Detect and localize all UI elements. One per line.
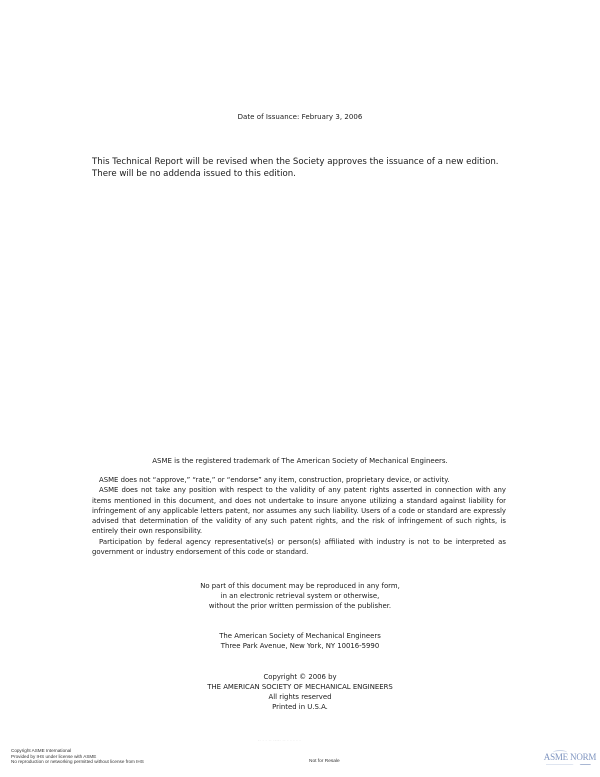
not-for-resale-label: Not for Resale: [309, 759, 340, 764]
disclaimer-block: [92, 475, 506, 557]
license-line: No reproduction or networking permitted without license from IHS: [11, 759, 144, 765]
reproduction-line: No part of this document may be reproduced in any form,: [200, 582, 400, 590]
date-of-issuance: Date of Issuance: February 3, 2006: [237, 113, 363, 121]
publisher-street: Three Park Avenue, New York, NY 10016-5990: [220, 642, 380, 650]
disclaimer-paragraph-patent: ASME does not take any position with respect to the validity of any patent rights asserted in connection with any items mentioned in this document, and does not undertake to insure anyone utilizing a standard against liability for infringement of any applicable letters patent, nor assumes any such liability. Users of a code or standard are expressly advised that determination of the validity of any such patent rights, and the risk of infringement of such rights, is entirely their own responsibility.: [92, 486, 506, 536]
trademark-statement: ASME is the registered trademark of The American Society of Mechanical Engineers.: [152, 457, 448, 465]
reproduction-notice: [0, 581, 600, 611]
license-line: Provided by IHS under license with ASME: [11, 753, 97, 759]
logo-underline-icon: [546, 764, 594, 765]
disclaimer-paragraph-participation: Participation by federal agency representative(s) or person(s) affiliated with industry is not to be interpreted as government or industry endorsement of this code or standard.: [92, 537, 506, 557]
logo-swoosh-icon: [553, 750, 567, 755]
copyright-notice: [0, 672, 600, 712]
publisher-address: [0, 631, 600, 651]
printed-in: Printed in U.S.A.: [272, 703, 328, 711]
copyright-line: Copyright © 2006 by: [263, 673, 337, 681]
disclaimer-paragraph-endorse: ASME does not “approve,” “rate,” or “endorse” any item, construction, proprietary device, or activity.: [99, 476, 450, 484]
publisher-name: The American Society of Mechanical Engineers: [219, 632, 381, 640]
reproduction-line: without the prior written permission of the publisher.: [208, 602, 392, 610]
rights-reserved: All rights reserved: [268, 693, 332, 701]
license-line: Copyright ASME International: [11, 748, 72, 753]
license-footer: [11, 748, 144, 765]
copyright-holder: THE AMERICAN SOCIETY OF MECHANICAL ENGINEERS: [207, 683, 393, 691]
faint-scan-marks: -- - - -- ----- -- - - - - -: [258, 738, 302, 742]
revision-notice: This Technical Report will be revised when the Society approves the issuance of a new edition. There will be no addenda issued to this edition.: [92, 157, 499, 179]
asme-norm-logo: [543, 752, 597, 772]
logo-text: ASME NORM: [543, 752, 597, 762]
reproduction-line: in an electronic retrieval system or otherwise,: [220, 592, 380, 600]
